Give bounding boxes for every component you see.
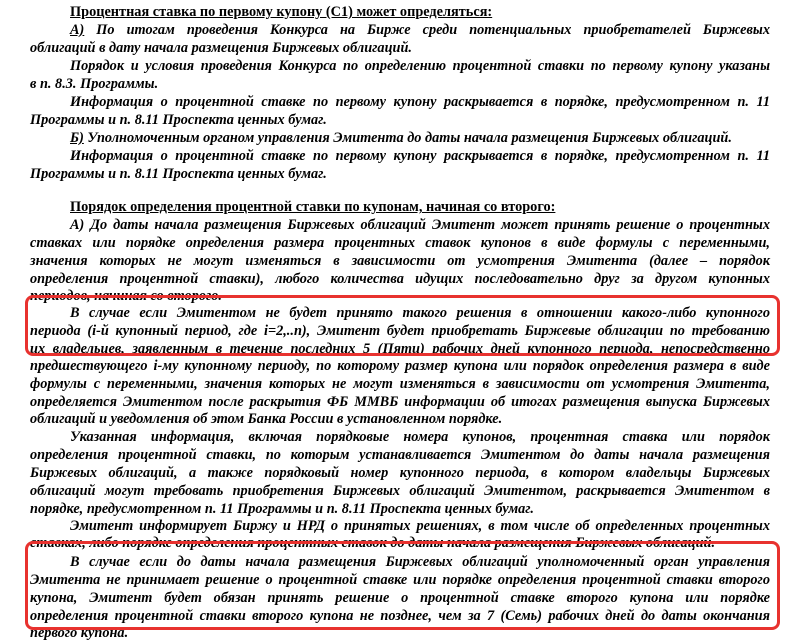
section1-a-line2: облигаций в дату начала размещения Биржевых облигаций. [30, 40, 413, 56]
info-line: Указанная информация, включая порядковые номера купонов, процентная ставка или порядок [70, 429, 770, 445]
section1-p3-line1: Информация о процентной ставке по первому купону раскрывается в порядке, предусмотренном п. 11 [70, 94, 770, 110]
section1-p5-line2: Программы и п. 8.11 Проспекта ценных бумаг. [30, 166, 327, 182]
after-highlight1-line: определяется Эмитентом после раскрытия ФБ ММВБ информации об итогах размещения выпуска Биржевых [30, 394, 770, 410]
info-line: порядке, предусмотренном п. 11 Программы и п. 8.11 Проспекта ценных бумаг. [30, 501, 534, 517]
highlight1-line: их владельцев, заявленным в течение последних 5 (Пяти) рабочих дней купонного периода, непосредственно [30, 341, 770, 357]
section2-heading: Порядок определения процентной ставки по купонам, начиная со второго: [70, 199, 556, 215]
section2-a-line: А) До даты начала размещения Биржевых облигаций Эмитент может принять решение о процентных [70, 217, 770, 233]
section1-p2-line1: Порядок и условия проведения Конкурса по определению процентной ставки по первому купону указаны [70, 58, 770, 74]
highlight1-line: В случае если Эмитентом не будет принято такого решения в отношении какого-либо купонного [70, 305, 770, 321]
highlight2-line: купона, Эмитент будет обязан принять решение о процентной ставке второго купона или порядке [30, 590, 770, 606]
highlight1-line: предшествующего i-му купонному периоду, по которому размер купона или порядок определения размера в виде [30, 358, 770, 374]
after-highlight1-line: облигаций и уведомления об этом Банка России в установленном порядке. [30, 411, 503, 427]
info-line: облигаций могут требовать приобретения Биржевых облигаций Эмитентом, раскрывается Эмитентом в [30, 483, 770, 499]
section2-a-line: ставках или порядке определения размера процентных ставок купонов в виде формулы с переменными, [30, 235, 770, 251]
notify-line: ставках, либо порядке определения процентных ставок до даты начала размещения Биржевых облигаций. [30, 535, 716, 551]
section1-p5-line1: Информация о процентной ставке по первому купону раскрывается в порядке, предусмотренном п. 11 [70, 148, 770, 164]
option-b-marker: Б) [70, 130, 84, 146]
after-highlight1-line: формулы с переменными, значения которых не могут изменяться в зависимости от усмотрения Эмитента, [30, 376, 770, 392]
highlight2-line: В случае если до даты начала размещения Биржевых облигаций уполномоченный орган управления [70, 554, 770, 570]
section1-b-line1: Б) Уполномоченным органом управления Эмитента до даты начала размещения Биржевых облигаций. [70, 130, 732, 146]
section1-p2-line2: в п. 8.3. Программы. [30, 76, 159, 92]
section2-a-line: значения которых не могут изменяться в зависимости от усмотрения Эмитента (далее – порядок [30, 253, 770, 269]
highlight1-line: периода (i-й купонный период, где i=2,..n), Эмитент будет приобретать Биржевые облигации по требованию [30, 323, 770, 339]
highlight2-line: определения процентной ставки второго купона не позднее, чем за 7 (Семь) рабочих дней до даты окончания [30, 608, 770, 624]
section1-p3-line2: Программы и п. 8.11 Проспекта ценных бумаг. [30, 112, 327, 128]
info-line: Биржевых облигаций, а также порядковый номер купонного периода, в котором владельцы Биржевых [30, 465, 770, 481]
info-line: определения процентной ставки, по которым устанавливается Эмитентом до даты начала размещения [30, 447, 770, 463]
highlight2-line: первого купона. [30, 625, 129, 641]
section1-a-line1: А) По итогам проведения Конкурса на Бирже среди потенциальных приобретателей Биржевых [70, 22, 770, 38]
highlight2-line: Эмитента не принимает решение о процентной ставке или порядке определения процентной ставки второго [30, 572, 770, 588]
section2-a-line: периодов, начиная со второго. [30, 288, 222, 304]
notify-line: Эмитент информирует Биржу и НРД о принятых решениях, в том числе об определенных процентных [70, 518, 770, 534]
section1-heading: Процентная ставка по первому купону (С1) может определяться: [70, 4, 493, 20]
option-a-marker: А) [70, 22, 85, 38]
section2-a-line: определения процентной ставки), любого количества идущих последовательно друг за другом купонных [30, 271, 770, 287]
